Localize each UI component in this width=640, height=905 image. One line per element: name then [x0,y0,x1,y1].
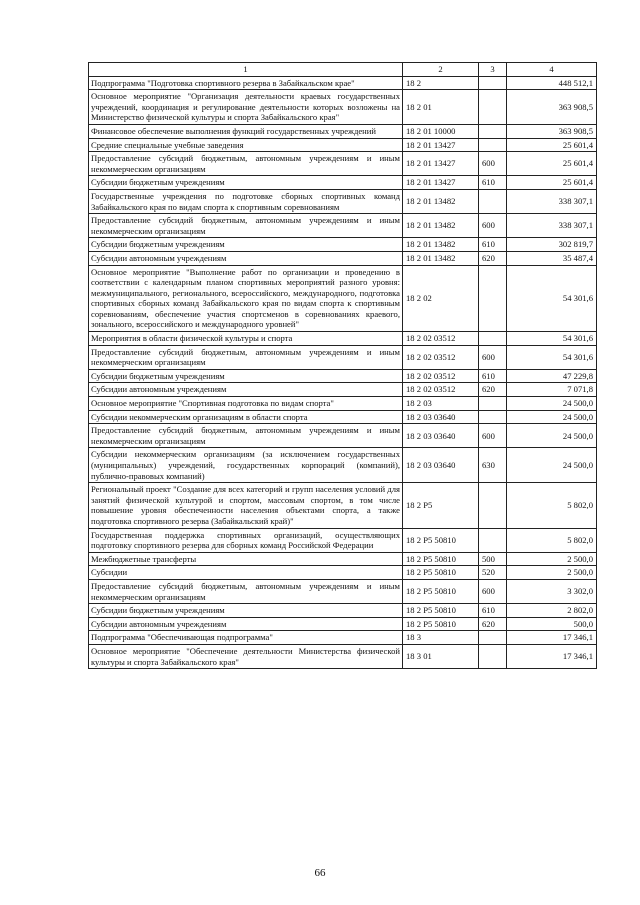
row-expense-type [479,90,507,125]
row-expense-type: 600 [479,579,507,603]
table-row [89,617,597,631]
row-code: 18 2 02 03512 [403,369,479,383]
table-row [89,631,597,645]
row-expense-type [479,631,507,645]
row-name: Субсидии некоммерческим организациям в области спорта [89,410,403,424]
row-amount: 17 346,1 [507,631,597,645]
row-name: Основное мероприятие "Организация деятельности краевых государственных учреждений, координация и регулирование деятельности которых возложены на Министерство физической культуры и спорта Забайкальского края" [89,90,403,125]
row-amount: 35 487,4 [507,251,597,265]
table-row [89,424,597,448]
row-code: 18 2 P5 50810 [403,579,479,603]
header-col-3: 3 [479,63,507,77]
row-name: Мероприятия в области физической культуры и спорта [89,332,403,346]
row-name: Предоставление субсидий бюджетным, автономным учреждениям и иным некоммерческим организациям [89,214,403,238]
table-row [89,76,597,90]
row-code: 18 2 02 03512 [403,345,479,369]
table-row [89,189,597,213]
row-name: Субсидии бюджетным учреждениям [89,369,403,383]
row-expense-type [479,138,507,152]
row-expense-type: 630 [479,448,507,483]
budget-table [88,62,597,669]
row-expense-type: 610 [479,369,507,383]
table-row [89,345,597,369]
table-row [89,214,597,238]
row-name: Региональный проект "Создание для всех категорий и групп населения условий для занятий физической культурой и спортом, массовым спортом, в том числе повышение уровня обеспеченности населения объектами спорта, а также подготовка спортивного резерва (Забайкальский край)" [89,483,403,528]
row-expense-type [479,528,507,552]
row-code: 18 2 P5 50810 [403,604,479,618]
row-expense-type [479,644,507,668]
row-name: Субсидии бюджетным учреждениям [89,604,403,618]
row-name: Субсидии некоммерческим организациям (за исключением государственных (муниципальных) учреждений, государственных корпораций (компаний), публично-правовых компаний) [89,448,403,483]
row-code: 18 2 01 13427 [403,138,479,152]
row-amount: 24 500,0 [507,448,597,483]
row-expense-type: 620 [479,251,507,265]
row-name: Государственная поддержка спортивных организаций, осуществляющих подготовку спортивного резерва для сборных команд Российской Федерации [89,528,403,552]
table-row [89,176,597,190]
row-expense-type: 500 [479,552,507,566]
row-code: 18 3 01 [403,644,479,668]
row-amount: 24 500,0 [507,424,597,448]
row-expense-type [479,332,507,346]
row-amount: 54 301,6 [507,345,597,369]
row-expense-type: 600 [479,214,507,238]
table-row [89,579,597,603]
table-row [89,265,597,332]
row-amount: 24 500,0 [507,410,597,424]
table-row [89,90,597,125]
row-code: 18 2 P5 [403,483,479,528]
row-code: 18 2 02 03512 [403,383,479,397]
table-row [89,604,597,618]
table-row [89,552,597,566]
table-row [89,332,597,346]
row-name: Субсидии [89,566,403,580]
row-amount: 500,0 [507,617,597,631]
row-name: Предоставление субсидий бюджетным, автономным учреждениям и иным некоммерческим организациям [89,152,403,176]
row-name: Субсидии автономным учреждениям [89,617,403,631]
row-code: 18 2 [403,76,479,90]
table-row [89,483,597,528]
row-amount: 302 819,7 [507,238,597,252]
row-expense-type: 610 [479,238,507,252]
table-row [89,383,597,397]
row-expense-type: 600 [479,345,507,369]
row-name: Основное мероприятие "Обеспечение деятельности Министерства физической культуры и спорта Забайкальского края" [89,644,403,668]
row-code: 18 2 01 13427 [403,176,479,190]
table-row [89,644,597,668]
row-expense-type [479,189,507,213]
header-col-1: 1 [89,63,403,77]
row-expense-type [479,76,507,90]
row-name: Субсидии бюджетным учреждениям [89,176,403,190]
row-code: 18 3 [403,631,479,645]
header-col-4: 4 [507,63,597,77]
row-amount: 17 346,1 [507,644,597,668]
row-amount: 7 071,8 [507,383,597,397]
table-row [89,152,597,176]
header-col-2: 2 [403,63,479,77]
table-row [89,448,597,483]
row-amount: 47 229,8 [507,369,597,383]
row-name: Финансовое обеспечение выполнения функций государственных учреждений [89,124,403,138]
row-code: 18 2 P5 50810 [403,552,479,566]
row-code: 18 2 03 [403,397,479,411]
row-name: Субсидии бюджетным учреждениям [89,238,403,252]
row-expense-type: 600 [479,152,507,176]
row-code: 18 2 01 13427 [403,152,479,176]
row-name: Предоставление субсидий бюджетным, автономным учреждениям и иным некоммерческим организациям [89,345,403,369]
table-row [89,251,597,265]
table-row [89,138,597,152]
row-amount: 25 601,4 [507,152,597,176]
row-name: Государственные учреждения по подготовке сборных спортивных команд Забайкальского края по видам спорта к спортивным соревнованиям [89,189,403,213]
row-code: 18 2 P5 50810 [403,528,479,552]
row-code: 18 2 01 10000 [403,124,479,138]
row-amount: 24 500,0 [507,397,597,411]
row-name: Средние специальные учебные заведения [89,138,403,152]
row-expense-type [479,410,507,424]
row-code: 18 2 P5 50810 [403,617,479,631]
row-name: Межбюджетные трансферты [89,552,403,566]
row-name: Подпрограмма "Обеспечивающая подпрограмма" [89,631,403,645]
row-name: Субсидии автономным учреждениям [89,251,403,265]
table-row [89,528,597,552]
row-code: 18 2 03 03640 [403,410,479,424]
row-amount: 338 307,1 [507,214,597,238]
row-amount: 2 500,0 [507,552,597,566]
row-name: Субсидии автономным учреждениям [89,383,403,397]
row-name: Основное мероприятие "Спортивная подготовка по видам спорта" [89,397,403,411]
row-amount: 338 307,1 [507,189,597,213]
row-expense-type: 610 [479,604,507,618]
row-code: 18 2 01 13482 [403,238,479,252]
row-amount: 448 512,1 [507,76,597,90]
row-expense-type: 620 [479,617,507,631]
table-row [89,124,597,138]
row-code: 18 2 P5 50810 [403,566,479,580]
row-name: Предоставление субсидий бюджетным, автономным учреждениям и иным некоммерческим организациям [89,424,403,448]
table-row [89,566,597,580]
table-body [89,76,597,669]
row-expense-type: 620 [479,383,507,397]
row-amount: 363 908,5 [507,90,597,125]
budget-table-page [88,62,596,669]
row-expense-type: 600 [479,424,507,448]
table-header-row [89,63,597,77]
table-row [89,410,597,424]
row-name: Подпрограмма "Подготовка спортивного резерва в Забайкальском крае" [89,76,403,90]
row-code: 18 2 01 13482 [403,251,479,265]
row-amount: 3 302,0 [507,579,597,603]
row-expense-type: 520 [479,566,507,580]
row-amount: 54 301,6 [507,332,597,346]
page-number: 66 [314,867,326,879]
row-expense-type [479,265,507,332]
row-amount: 2 802,0 [507,604,597,618]
row-amount: 25 601,4 [507,176,597,190]
table-row [89,397,597,411]
row-code: 18 2 02 03512 [403,332,479,346]
row-code: 18 2 02 [403,265,479,332]
row-expense-type [479,483,507,528]
row-code: 18 2 01 13482 [403,214,479,238]
table-row [89,369,597,383]
row-code: 18 2 03 03640 [403,448,479,483]
row-amount: 25 601,4 [507,138,597,152]
row-expense-type [479,124,507,138]
row-amount: 5 802,0 [507,528,597,552]
row-code: 18 2 01 [403,90,479,125]
row-amount: 54 301,6 [507,265,597,332]
row-amount: 2 500,0 [507,566,597,580]
row-name: Основное мероприятие "Выполнение работ по организации и проведению в соответствии с календарным планом спортивных мероприятий разного уровня: межмуниципального, регионального, всероссийского, международного, подготовка спортивных сборных команд Забайкальского края по видам спорта к спортивным соревнованиям, обеспечение участия спортсменов в соревнованиях краевого, зонального, всероссийского и международного уровней" [89,265,403,332]
row-expense-type: 610 [479,176,507,190]
row-code: 18 2 01 13482 [403,189,479,213]
row-amount: 5 802,0 [507,483,597,528]
row-amount: 363 908,5 [507,124,597,138]
table-row [89,238,597,252]
row-name: Предоставление субсидий бюджетным, автономным учреждениям и иным некоммерческим организациям [89,579,403,603]
row-code: 18 2 03 03640 [403,424,479,448]
row-expense-type [479,397,507,411]
